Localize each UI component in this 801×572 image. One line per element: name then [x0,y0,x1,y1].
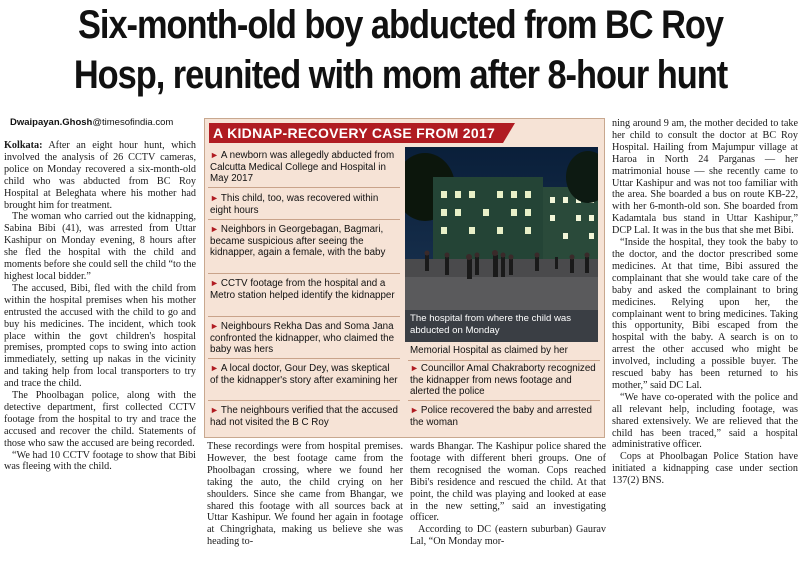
infobox-item: ► This child, too, was recovered within eight hours [210,193,379,216]
dateline: Kolkata: [4,140,43,151]
article-column-3 [410,441,606,572]
divider [208,187,400,188]
article-column-4 [612,118,798,572]
arrow-icon: ► [210,193,219,203]
hospital-photo [405,147,598,310]
byline [10,117,173,128]
arrow-icon: ► [210,150,219,160]
infobox-item: ► The neighbours verified that the accused had not visited the B C Roy [210,405,398,428]
headline-line-2: Hosp, reunited with mom after 8-hour hunt [73,53,728,97]
article-paragraph: The woman who carried out the kidnapping, Sabina Bibi (41), was arrested from Uttar Kashipur on Monday evening, 8 hours after she fled the hospital with the child and moments before she could sell the child “to the highest local bidder.” [4,211,196,282]
divider [408,400,600,401]
infobox-item: ► CCTV footage from the hospital and a Metro station helped identify the kidnapper [210,278,395,301]
infobox-item: ► A local doctor, Gour Dey, was skeptical of the kidnapper's story after examining her [210,363,398,386]
arrow-icon: ► [210,278,219,288]
divider [208,273,400,274]
article-paragraph: Cops at Phoolbagan Police Station have initiated a kidnapping case under section 137(2) BNS. [612,451,798,487]
article-paragraph: According to DC (eastern suburban) Gaurav Lal, “On Monday mor- [410,524,606,548]
photo-caption: The hospital from where the child was abducted on Monday [405,310,598,342]
article-paragraph: The accused, Bibi, fled with the child from within the hospital premises when his mother entrusted the accused with the child to go and buy his medicines. The incident, which took place within the govt children's hospital premises, prompted cops to swing into action immediately, setting up nakas in the vicinity and taking help from local transporters to try and trace the child. [4,282,196,390]
article-paragraph: “We had 10 CCTV footage to show that Bibi was fleeing with the child. [4,449,196,473]
arrow-icon: ► [210,224,219,234]
divider [208,358,400,359]
infobox-item-continuation: Memorial Hospital as claimed by her [410,345,568,356]
arrow-icon: ► [210,405,219,415]
arrow-icon: ► [210,321,219,331]
article-column-1 [4,140,196,572]
article-paragraph: Kolkata: After an eight hour hunt, which involved the analysis of 26 CCTV cameras, police on Monday recovered a six-month-old child who was abducted from BC Roy Hospital at Beleghata where his mother had brought him for treatment. [4,140,196,211]
arrow-icon: ► [410,405,419,415]
byline-name: Dwaipayan.Ghosh [10,117,93,128]
article-column-2 [207,441,403,572]
infobox-item: ► A newborn was allegedly abducted from Calcutta Medical College and Hospital in May 2017 [210,150,395,185]
article-paragraph: “We have co-operated with the police and all relevant help, including footage, was shared extensively. We are relieved that the child has been traced,” said a hospital administrative officer. [612,391,798,451]
arrow-icon: ► [410,363,419,373]
infobox-title: A KIDNAP-RECOVERY CASE FROM 2017 [209,123,503,143]
divider [208,400,400,401]
infobox-item: ► Police recovered the baby and arrested the woman [410,405,592,428]
infobox-item: ► Councillor Amal Chakraborty recognized the kidnapper from news footage and alerted the police [410,363,596,398]
headline [56,0,745,100]
article-paragraph: These recordings were from hospital premises. However, the best footage came from the Phoolbagan crossing, where we found her taking the auto, the child crying on her shoulders. Since she came from Bhangar, we shared this footage with all sources back at Uttar Kashipur. We found her again in footage at Chingrighata, making us believe she was heading to- [207,441,403,548]
headline-line-1: Six-month-old boy abducted from BC Roy [78,3,723,47]
infobox-item: ► Neighbors in Georgebagan, Bagmari, became suspicious after seeing the kidnapper, again a female, with the baby [210,224,386,259]
infobox-item: ► Neighbours Rekha Das and Soma Jana confronted the kidnapper, who claimed the baby was hers [210,321,395,356]
article-paragraph: ning around 9 am, the mother decided to take her child to consult the doctor at BC Roy Hospital. Hailing from Majumpur village at Haroa in North 24 Parganas — her matrimonial house — she recently came to Uttar Kashipur and was not too familiar with the area. She boarded a bus on route KB-22, with her 6-month-old son. She boarded from Kadamtala bus stand in Uttar Kashipur,” DCP Lal. It was in the bus that she met Bibi. [612,118,798,237]
divider [208,219,400,220]
article-paragraph: The Phoolbagan police, along with the detective department, first collected CCTV footage from the hospital to try and trace the accused and recover the child. Statements of those who saw the accused are being recorded. [4,390,196,449]
article-paragraph: wards Bhangar. The Kashipur police shared the footage with different bheri groups. One of them recognised the woman. Cops reached Bibi's residence and rescued the child. At that point, the child was playing and looked at ease in the new setting,” said an investigating officer. [410,441,606,524]
arrow-icon: ► [210,363,219,373]
divider [408,360,600,361]
article-paragraph: “Inside the hospital, they took the baby to the doctor, and the doctor prescribed some medicines. At that time, Bibi assured the complainant that she would take care of the baby and asked the complainant to bring medicines. Relying upon her, the complainant went to bring medicines. Taking this opportunity, Bibi escaped from the hospital with the baby. A search is on to arrest the other accused who might be involved, including a possible buyer. The rescued baby has been returned to his mother,” said DC Lal. [612,237,798,391]
byline-domain: @timesofindia.com [92,117,174,128]
hospital-building-image [405,147,598,310]
divider [208,316,400,317]
